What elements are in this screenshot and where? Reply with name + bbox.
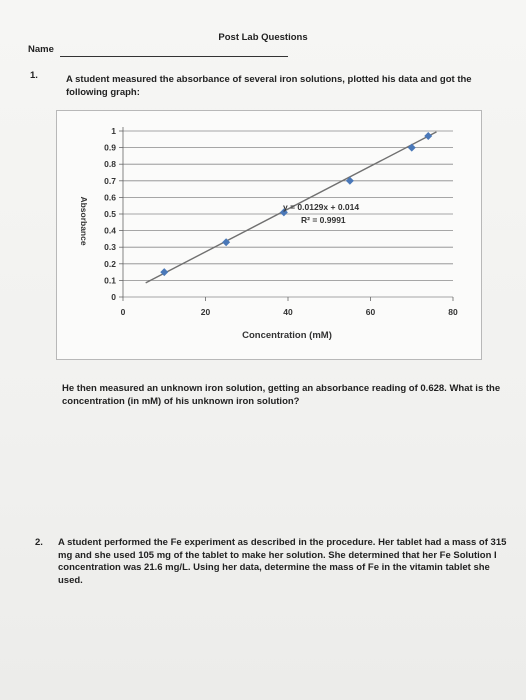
data-point	[408, 144, 416, 152]
page-title: Post Lab Questions	[218, 32, 308, 43]
y-tick-label: 0.6	[104, 192, 116, 203]
question-2-number: 2.	[35, 537, 43, 548]
y-tick-label: 0	[111, 292, 116, 302]
x-tick-label: 80	[448, 307, 458, 317]
x-tick-label: 20	[200, 307, 211, 317]
absorbance-chart	[56, 110, 482, 360]
name-label: Name	[28, 44, 54, 55]
y-axis-title: Absorbance	[79, 196, 89, 246]
chart-svg	[57, 111, 481, 359]
question-1-followup: He then measured an unknown iron solution, getting an absorbance reading of 0.628. What is the concentration (in mM) of his unknown iron solution?	[62, 383, 501, 407]
question-1-number: 1.	[30, 70, 38, 81]
x-tick-label: 40	[283, 307, 293, 317]
question-2-text: A student performed the Fe experiment as described in the procedure. Her tablet had a mass of 315 mg and she used 105 mg of the tablet to make her solution. She determined that her Fe Solution I concentration was 21.6 mg/L. Using her data, determine the mass of Fe in the vitamin tablet she used.	[58, 537, 507, 586]
y-tick-label: 0.9	[104, 142, 116, 153]
x-tick-label: 60	[365, 307, 376, 317]
x-axis-title: Concentration (mM)	[242, 330, 332, 341]
y-tick-label: 0.2	[104, 258, 116, 269]
y-tick-label: 1	[111, 126, 116, 136]
y-tick-label: 0.4	[104, 225, 116, 236]
y-tick-label: 0.1	[104, 275, 116, 286]
trendline-r2: R² = 0.9991	[301, 215, 346, 225]
y-tick-label: 0.8	[104, 159, 116, 170]
name-blank-line	[60, 56, 288, 57]
y-tick-label: 0.3	[104, 242, 116, 253]
x-tick-label: 0	[120, 307, 126, 317]
trendline-equation: y = 0.0129x + 0.014	[283, 202, 360, 212]
y-tick-label: 0.5	[104, 209, 116, 219]
question-1-intro: A student measured the absorbance of several iron solutions, plotted his data and got the following graph:	[66, 74, 472, 98]
data-point	[424, 132, 432, 140]
y-tick-label: 0.7	[104, 175, 116, 186]
